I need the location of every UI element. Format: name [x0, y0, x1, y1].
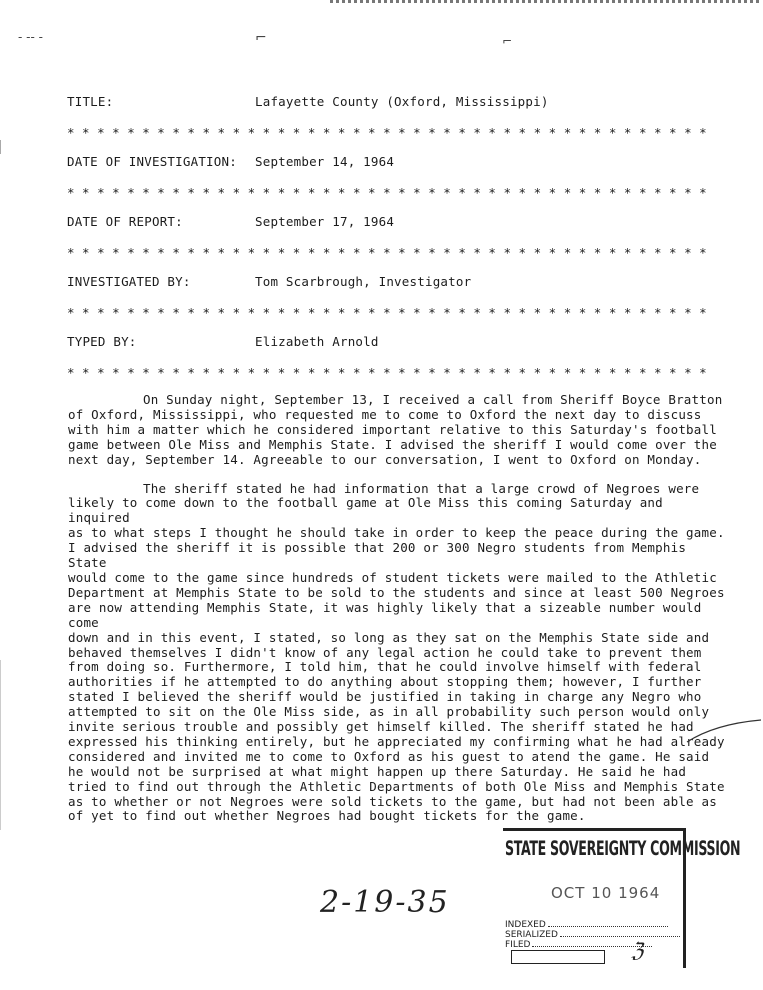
- date-of-report-field: [67, 214, 394, 229]
- scan-speck: - -- -: [18, 30, 43, 44]
- stamp-dotted-line: [560, 936, 680, 937]
- typed-by-value: Elizabeth Arnold: [255, 334, 379, 349]
- stamp-dotted-line: [548, 926, 668, 927]
- margin-mark: [0, 140, 1, 154]
- report-body: [68, 393, 728, 838]
- paragraph-1: On Sunday night, September 13, I received a call from Sheriff Boyce Bratton of Oxford, Mississippi, who requested me to come to Oxford the next day to discuss with him a matter which he considered important relative to this Saturday's football game between Ole Miss and Memphis State. I advised the sheriff I would come over the next day, September 14. Agreeable to our conversation, I went to Oxford on Monday.: [68, 392, 723, 467]
- separator: * * * * * * * * * * * * * * * * * * * * * * * * * * * * * * * * * * * * * * * * * * *: [67, 365, 707, 380]
- stamp-serialized-label: SERIALIZED: [505, 930, 558, 940]
- date-of-report-value: September 17, 1964: [255, 214, 395, 229]
- title-value: Lafayette County (Oxford, Mississippi): [255, 94, 549, 109]
- separator: * * * * * * * * * * * * * * * * * * * * * * * * * * * * * * * * * * * * * * * * * * *: [67, 245, 707, 260]
- stamp-initials-mark: ℨ: [631, 938, 644, 962]
- scan-speck: ⌐: [502, 34, 513, 48]
- stamp-border: [503, 828, 686, 831]
- typed-by-label: TYPED BY:: [67, 334, 137, 349]
- title-label: TITLE:: [67, 94, 114, 109]
- margin-pencil-stroke: [685, 712, 763, 746]
- date-of-investigation-value: September 14, 1964: [255, 154, 395, 169]
- pencil-stroke-path: [687, 720, 761, 742]
- stamp-date: OCT 10 1964: [551, 884, 661, 902]
- investigated-by-field: [67, 274, 471, 289]
- scan-speck: ⌐: [255, 30, 267, 46]
- stamp-serialized-row: [505, 930, 680, 940]
- handwritten-file-number: 2-19-35: [320, 885, 450, 920]
- separator: * * * * * * * * * * * * * * * * * * * * * * * * * * * * * * * * * * * * * * * * * * *: [67, 125, 707, 140]
- paragraph-2: The sheriff stated he had information that a large crowd of Negroes were likely to come down to the football game at Ole Miss this coming Saturday and inquired as to what steps I thought he should take in order to keep the peace during the game. I advised the sheriff it is possible that 200 or 300 Negro students from Memphis State would come to the game since hundreds of student tickets were mailed to the Athletic Department at Memphis State to be sold to the students and since at least 500 Negroes are now attending Memphis State, it was highly likely that a sizeable number would come down and in this event, I stated, so long as they sat on the Memphis State side and behaved themselves I didn't know of any legal action he could take to prevent them from doing so. Furthermore, I told him, that he could involve himself with federal authorities if he attempted to do anything about stopping them; however, I further stated I believed the sheriff would be justified in taking in charge any Negro who attempted to sit on the Ole Miss side, as in all probability such person would only invite serious trouble and possibly get himself killed. The sheriff stated he had expressed his thinking entirely, but he appreciated my confirming what he had already considered and invited me to come to Oxford as his guest to atend the game. He said he would not be surprised at what might happen up there Saturday. He said he had tried to find out through the Athletic Departments of both Ole Miss and Memphis State as to whether or not Negroes were sold tickets to the game, but had not been able as of yet to find out whether Negroes had bought tickets for the game.: [68, 480, 725, 824]
- investigated-by-label: INVESTIGATED BY:: [67, 274, 191, 289]
- separator: * * * * * * * * * * * * * * * * * * * * * * * * * * * * * * * * * * * * * * * * * * *: [67, 185, 707, 200]
- typed-by-field: [67, 334, 379, 349]
- top-edge-rule: [330, 0, 760, 3]
- received-stamp: [503, 828, 741, 968]
- stamp-title: STATE SOVEREIGNTY COMMISSION: [505, 838, 741, 861]
- stamp-box: [511, 950, 605, 964]
- date-of-report-label: DATE OF REPORT:: [67, 214, 183, 229]
- separator: * * * * * * * * * * * * * * * * * * * * * * * * * * * * * * * * * * * * * * * * * * *: [67, 305, 707, 320]
- margin-mark: [0, 660, 1, 830]
- stamp-indexed-row: [505, 920, 668, 930]
- date-of-investigation-field: [67, 154, 394, 169]
- title-field: [67, 94, 549, 109]
- date-of-investigation-label: DATE OF INVESTIGATION:: [67, 154, 237, 169]
- stamp-filed-label: FILED: [505, 940, 531, 950]
- investigated-by-value: Tom Scarbrough, Investigator: [255, 274, 472, 289]
- stamp-indexed-label: INDEXED: [505, 920, 546, 930]
